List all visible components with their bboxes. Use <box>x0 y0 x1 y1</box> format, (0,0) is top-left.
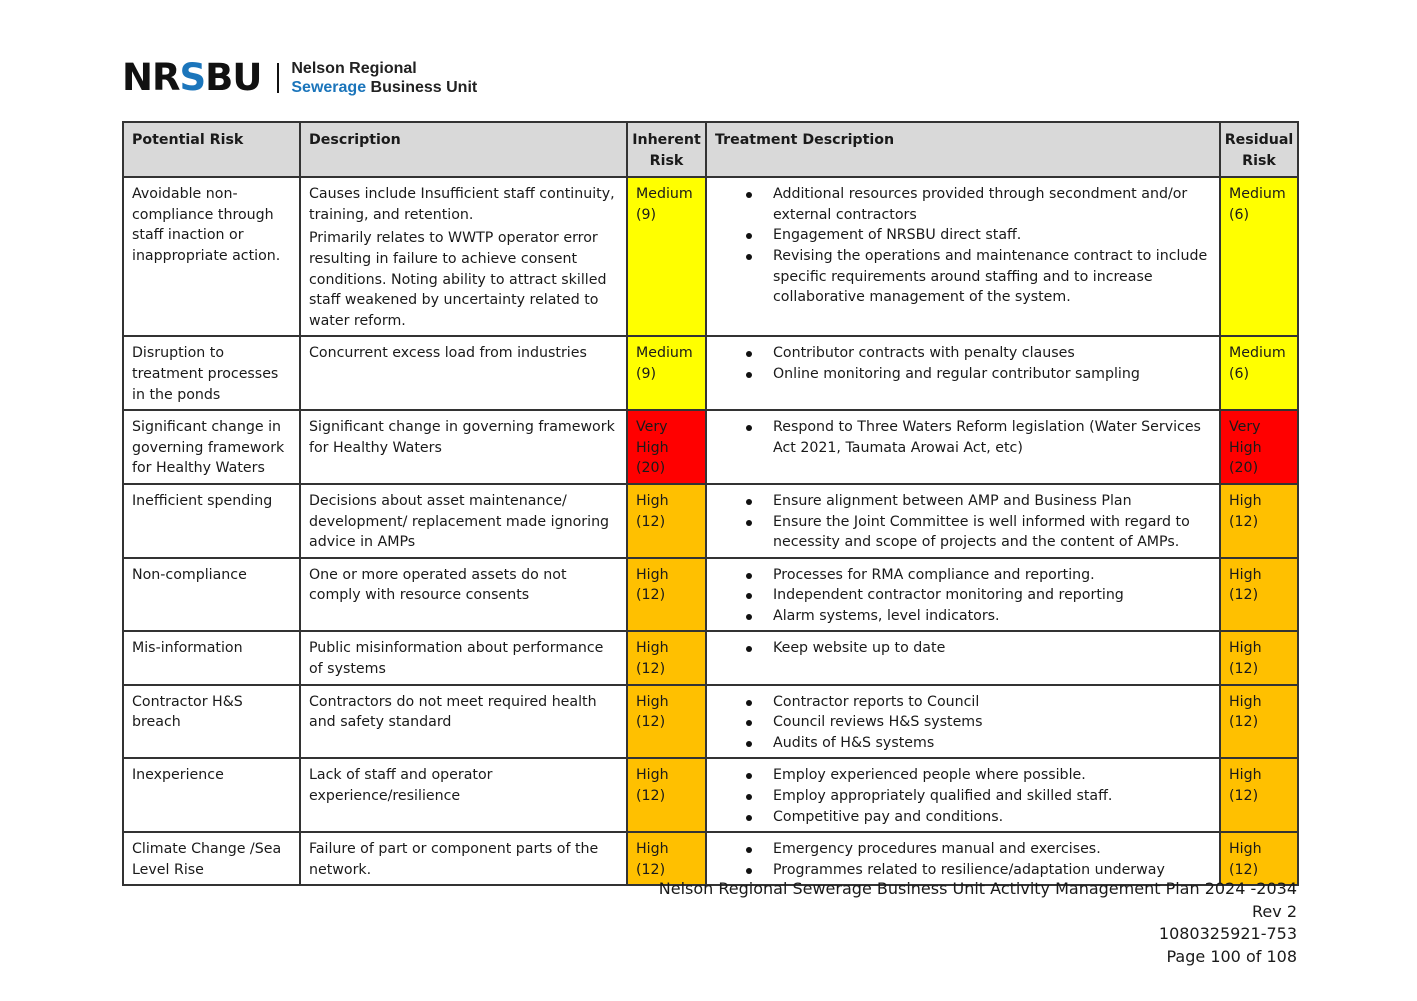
description-cell <box>300 177 627 336</box>
residual-risk-rating: Medium (6) <box>1220 336 1298 410</box>
treatment-item: Alarm systems, level indicators. <box>715 606 1211 627</box>
potential-risk-cell: Contractor H&S breach <box>123 685 300 759</box>
inherent-risk-rating: High (12) <box>627 758 706 832</box>
description-paragraph: Primarily relates to WWTP operator error resulting in failure to achieve consent conditions. Noting ability to attract skilled staff weakened by uncertainty related to water reform. <box>309 230 607 329</box>
treatment-item: Employ appropriately qualified and skilled staff. <box>715 786 1211 807</box>
treatment-item: Competitive pay and conditions. <box>715 807 1211 828</box>
residual-risk-rating: High (12) <box>1220 558 1298 632</box>
residual-risk-rating: High (12) <box>1220 484 1298 558</box>
treatment-list <box>715 565 1211 627</box>
description-cell <box>300 484 627 558</box>
residual-risk-rating: High (12) <box>1220 758 1298 832</box>
inherent-risk-rating: High (12) <box>627 558 706 632</box>
potential-risk-cell: Significant change in governing framework for Healthy Waters <box>123 410 300 484</box>
potential-risk-cell: Disruption to treatment processes in the ponds <box>123 336 300 410</box>
description-paragraph: Public misinformation about performance of systems <box>309 640 604 678</box>
treatment-cell <box>706 558 1220 632</box>
footer-revision: Rev 2 <box>1252 901 1297 921</box>
description-paragraph: Contractors do not meet required health and safety standard <box>309 693 597 731</box>
residual-risk-rating: High (12) <box>1220 685 1298 759</box>
treatment-item: Council reviews H&S systems <box>715 712 1211 733</box>
description-cell <box>300 685 627 759</box>
treatment-item: Ensure the Joint Committee is well informed with regard to necessity and scope of projects and the content of AMPs. <box>715 512 1211 553</box>
page-footer <box>659 878 1297 968</box>
residual-risk-rating: Very High (20) <box>1220 410 1298 484</box>
treatment-item: Programmes related to resilience/adaptation underway <box>715 860 1211 881</box>
risk-register-table <box>122 121 1299 886</box>
footer-document-title: Nelson Regional Sewerage Business Unit Activity Management Plan 2024 -2034 <box>658 879 1297 898</box>
inherent-risk-rating: Medium (9) <box>627 336 706 410</box>
treatment-list <box>715 343 1211 384</box>
inherent-risk-rating: High (12) <box>627 685 706 759</box>
description-paragraph: Significant change in governing framework for Healthy Waters <box>309 419 615 456</box>
table-row <box>123 558 1298 632</box>
description-cell <box>300 336 627 410</box>
nrsbu-logo <box>122 58 477 98</box>
description-paragraph: Causes include Insufficient staff continuity, training, and retention. <box>309 186 615 223</box>
treatment-item: Keep website up to date <box>715 638 1211 659</box>
treatment-list <box>715 638 1211 659</box>
treatment-cell <box>706 484 1220 558</box>
treatment-list <box>715 765 1211 827</box>
inherent-risk-rating: Very High (20) <box>627 410 706 484</box>
description-paragraph: One or more operated assets do not comply with resource consents <box>309 566 567 604</box>
treatment-item: Employ experienced people where possible. <box>715 765 1211 786</box>
table-row <box>123 177 1298 336</box>
table-row <box>123 410 1298 484</box>
table-row <box>123 758 1298 832</box>
treatment-item: Online monitoring and regular contributor sampling <box>715 364 1211 385</box>
description-paragraph: Decisions about asset maintenance/ development/ replacement made ignoring advice in AMPs <box>309 492 610 551</box>
description-cell <box>300 410 627 484</box>
treatment-cell <box>706 631 1220 684</box>
residual-risk-rating: High (12) <box>1220 631 1298 684</box>
treatment-cell <box>706 410 1220 484</box>
header-treatment-description: Treatment Description <box>706 122 1220 177</box>
treatment-item: Emergency procedures manual and exercises. <box>715 839 1211 860</box>
header-inherent-risk: Inherent Risk <box>627 122 706 177</box>
treatment-item: Audits of H&S systems <box>715 733 1211 754</box>
inherent-risk-rating: High (12) <box>627 484 706 558</box>
description-paragraph: Concurrent excess load from industries <box>309 345 587 362</box>
treatment-item: Independent contractor monitoring and reporting <box>715 585 1211 606</box>
table-row <box>123 336 1298 410</box>
treatment-cell <box>706 177 1220 336</box>
logo-organisation-name: Nelson Regional Sewerage Business Unit <box>291 60 478 96</box>
description-cell <box>300 832 627 885</box>
footer-page-number: Page 100 of 108 <box>1166 946 1297 966</box>
treatment-list <box>715 692 1211 754</box>
logo-wordmark: NRSBU <box>122 56 262 99</box>
residual-risk-rating: High (12) <box>1220 832 1298 885</box>
residual-risk-rating: Medium (6) <box>1220 177 1298 336</box>
inherent-risk-rating: High (12) <box>627 832 706 885</box>
potential-risk-cell: Mis-information <box>123 631 300 684</box>
description-paragraph: Lack of staff and operator experience/resilience <box>309 767 493 805</box>
treatment-item: Contributor contracts with penalty clauses <box>715 343 1211 364</box>
treatment-cell <box>706 685 1220 759</box>
description-cell <box>300 631 627 684</box>
description-cell <box>300 758 627 832</box>
treatment-item: Revising the operations and maintenance contract to include specific requirements around staffing and to increase collaborative management of the system. <box>715 246 1211 308</box>
treatment-cell <box>706 758 1220 832</box>
treatment-list <box>715 839 1211 880</box>
treatment-cell <box>706 336 1220 410</box>
description-cell <box>300 558 627 632</box>
footer-document-id: 1080325921-753 <box>1158 924 1297 944</box>
treatment-list <box>715 491 1211 553</box>
treatment-item: Engagement of NRSBU direct staff. <box>715 225 1211 246</box>
table-row <box>123 685 1298 759</box>
potential-risk-cell: Non-compliance <box>123 558 300 632</box>
logo-divider <box>277 63 279 93</box>
potential-risk-cell: Inexperience <box>123 758 300 832</box>
potential-risk-cell: Climate Change /Sea Level Rise <box>123 832 300 885</box>
header-residual-risk: Residual Risk <box>1220 122 1298 177</box>
header-description: Description <box>300 122 627 177</box>
treatment-item: Respond to Three Waters Reform legislation (Water Services Act 2021, Taumata Arowai Act, etc) <box>715 417 1211 458</box>
header-potential-risk: Potential Risk <box>123 122 300 177</box>
treatment-item: Additional resources provided through secondment and/or external contractors <box>715 184 1211 225</box>
potential-risk-cell: Avoidable non-compliance through staff inaction or inappropriate action. <box>123 177 300 336</box>
description-paragraph: Failure of part or component parts of the network. <box>309 841 599 878</box>
inherent-risk-rating: High (12) <box>627 631 706 684</box>
table-row <box>123 631 1298 684</box>
table-row <box>123 484 1298 558</box>
treatment-item: Processes for RMA compliance and reporting. <box>715 565 1211 586</box>
inherent-risk-rating: Medium (9) <box>627 177 706 336</box>
treatment-item: Ensure alignment between AMP and Business Plan <box>715 491 1211 512</box>
treatment-item: Contractor reports to Council <box>715 692 1211 713</box>
potential-risk-cell: Inefficient spending <box>123 484 300 558</box>
table-header-row <box>123 122 1298 177</box>
treatment-list <box>715 417 1211 458</box>
treatment-list <box>715 184 1211 308</box>
